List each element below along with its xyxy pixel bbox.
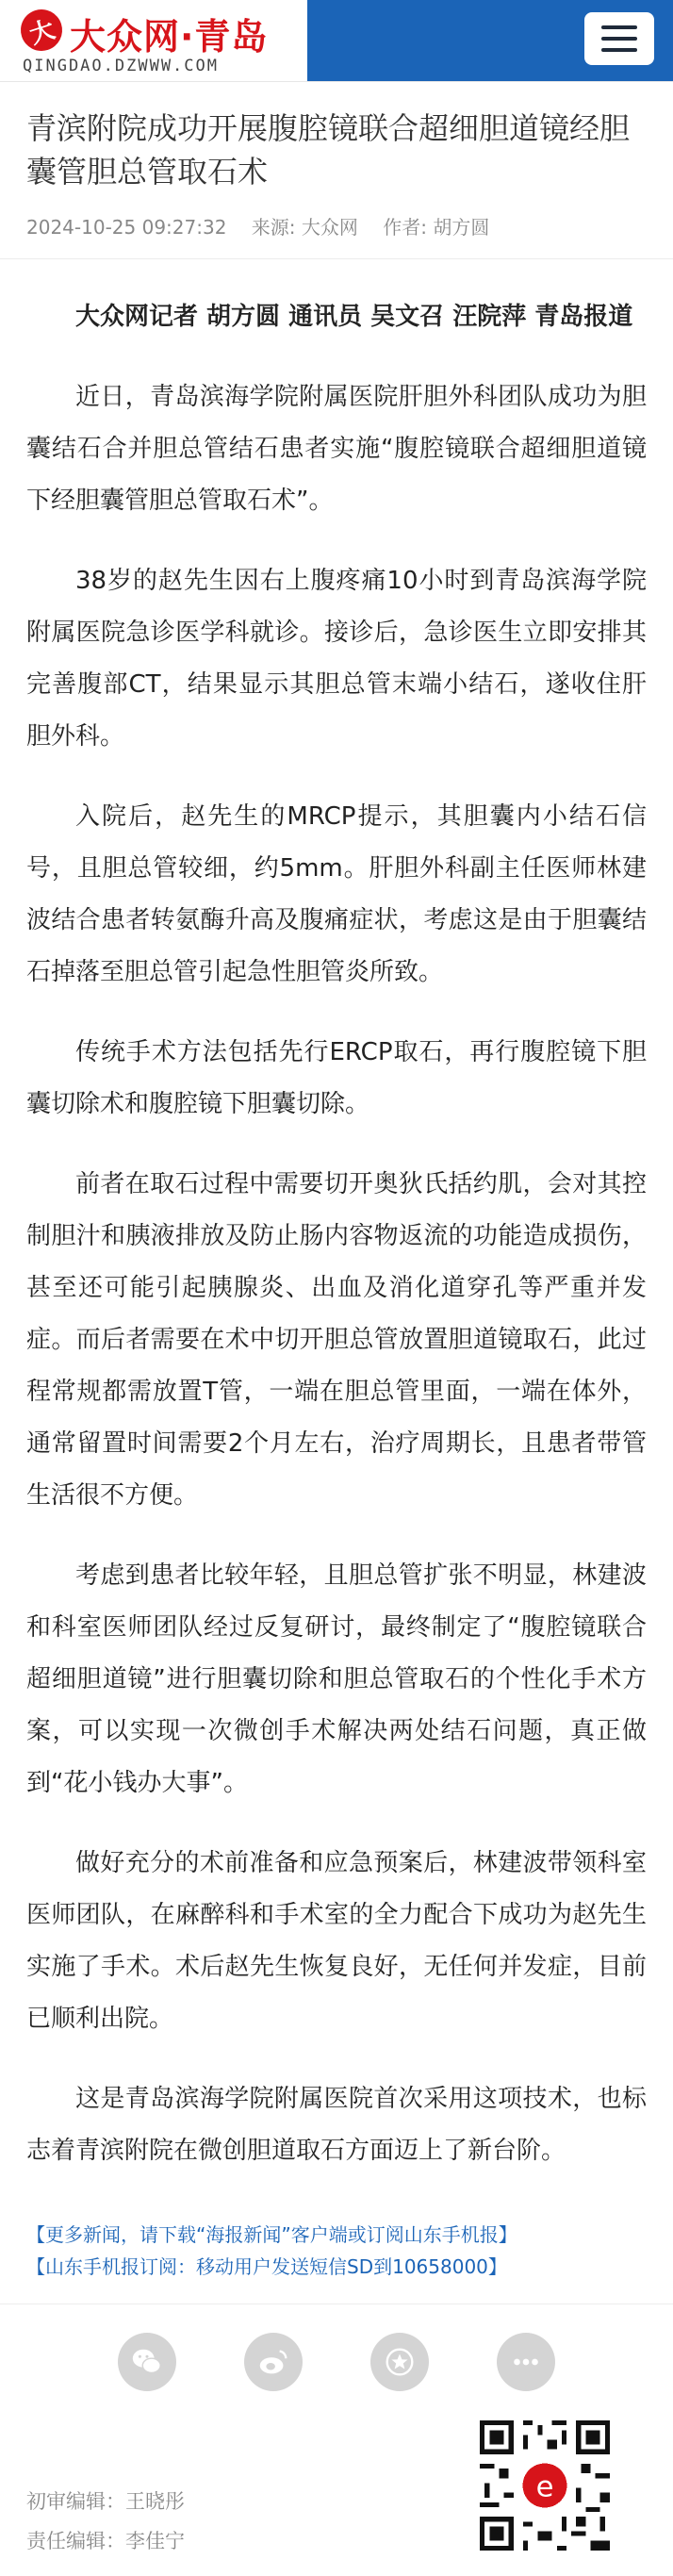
more-button[interactable] bbox=[497, 2333, 555, 2391]
promo-download-link[interactable]: 【更多新闻，请下载“海报新闻”客户端或订阅山东手机报】 bbox=[26, 2223, 517, 2246]
dazhong-logo-icon: 大 bbox=[15, 4, 67, 56]
editor-info bbox=[26, 2482, 185, 2561]
article-title: 青滨附院成功开展腹腔镜联合超细胆道镜经胆囊管胆总管取石术 bbox=[26, 110, 631, 190]
article-header bbox=[0, 82, 673, 259]
logo-text: 大众网·青岛 bbox=[70, 16, 269, 58]
wechat-icon bbox=[129, 2344, 165, 2380]
favorite-button[interactable] bbox=[370, 2333, 429, 2391]
article-datetime: 2024-10-25 09:27:32 bbox=[26, 216, 227, 239]
site-logo[interactable] bbox=[0, 0, 307, 81]
nav-bar bbox=[307, 0, 673, 81]
qr-code-icon bbox=[475, 2416, 615, 2555]
article-source: 来源: 大众网 bbox=[251, 216, 358, 239]
article-paragraph: 入院后，赵先生的MRCP提示，其胆囊内小结石信号，且胆总管较细，约5mm。肝胆外科副主任医师林建波结合患者转氨酶升高及腹痛症状，考虑这是由于胆囊结石掉落至胆总管引起急性胆管炎所致。 bbox=[26, 802, 647, 986]
article-paragraph: 做好充分的术前准备和应急预案后，林建波带领科室医师团队，在麻醉科和手术室的全力配合下成功为赵先生实施了手术。术后赵先生恢复良好，无任何并发症，目前已顺利出院。 bbox=[26, 1849, 647, 2033]
article-paragraph: 近日，青岛滨海学院附属医院肝胆外科团队成功为胆囊结石合并胆总管结石患者实施“腹腔镜联合超细胆道镜下经胆囊管胆总管取石术”。 bbox=[26, 383, 647, 515]
article-paragraph: 38岁的赵先生因右上腹疼痛10小时到青岛滨海学院附属医院急诊医学科就诊。接诊后，急诊医生立即安排其完善腹部CT，结果显示其胆总管末端小结石，遂收住肝胆外科。 bbox=[26, 567, 647, 751]
article-paragraph: 传统手术方法包括先行ERCP取石，再行腹腔镜下胆囊切除术和腹腔镜下胆囊切除。 bbox=[26, 1038, 647, 1118]
more-icon bbox=[508, 2344, 544, 2380]
article-paragraph: 这是青岛滨海学院附属医院首次采用这项技术，也标志着青滨附院在微创胆道取石方面迈上了新台阶。 bbox=[26, 2085, 647, 2165]
article-meta bbox=[26, 212, 647, 239]
article-footer bbox=[0, 2406, 673, 2576]
site-header bbox=[0, 0, 673, 82]
hamburger-menu-icon bbox=[601, 25, 637, 29]
share-bar bbox=[0, 2304, 673, 2406]
article-author: 作者: 胡方圆 bbox=[383, 216, 490, 239]
weibo-icon bbox=[255, 2344, 291, 2380]
article-paragraph: 考虑到患者比较年轻，且胆总管扩张不明显，林建波和科室医师团队经过反复研讨，最终制定了“腹腔镜联合超细胆道镜”进行胆囊切除和胆总管取石的个性化手术方案，可以实现一次微创手术解决两处结石问题，真正做到“花小钱办大事”。 bbox=[26, 1561, 647, 1797]
first-editor: 初审编辑：王晓彤 bbox=[26, 2490, 185, 2513]
promo-links bbox=[0, 2205, 673, 2304]
share-weibo-button[interactable] bbox=[244, 2333, 303, 2391]
logo-domain: QINGDAO.DZWWW.COM bbox=[23, 57, 219, 75]
article-byline: 大众网记者 胡方圆 通讯员 吴文召 汪院萍 青岛报道 bbox=[75, 303, 633, 331]
responsible-editor: 责任编辑：李佳宁 bbox=[26, 2530, 185, 2552]
article-paragraph: 前者在取石过程中需要切开奥狄氏括约肌，会对其控制胆汁和胰液排放及防止肠内容物返流的功能造成损伤，甚至还可能引起胰腺炎、出血及消化道穿孔等严重并发症。而后者需要在术中切开胆总管放置胆道镜取石，此过程常规都需放置T管，一端在胆总管里面，一端在体外，通常留置时间需要2个月左右，治疗周期长，且患者带管生活很不方便。 bbox=[26, 1170, 647, 1510]
promo-subscribe-link[interactable]: 【山东手机报订阅：移动用户发送短信SD到10658000】 bbox=[26, 2255, 507, 2278]
favorite-star-icon bbox=[382, 2344, 418, 2380]
menu-button[interactable] bbox=[584, 12, 654, 65]
article-body bbox=[0, 259, 673, 2177]
svg-text:e: e bbox=[535, 2470, 554, 2504]
share-wechat-button[interactable] bbox=[118, 2333, 176, 2391]
